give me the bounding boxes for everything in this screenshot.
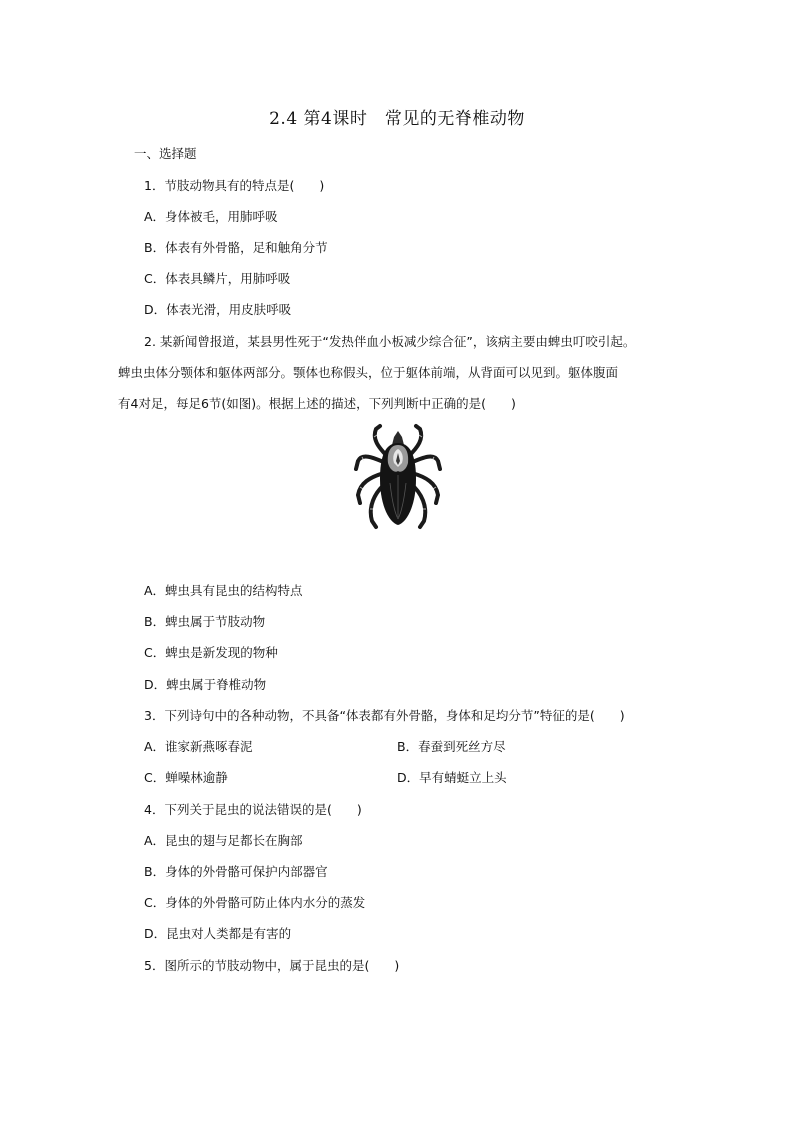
question-1-option-c: C．体表具鳞片，用肺呼吸 — [144, 271, 291, 286]
question-2-stem-line-2: 蜱虫虫体分颚体和躯体两部分。颚体也称假头，位于躯体前端，从背面可以见到。躯体腹面 — [118, 365, 619, 380]
question-5-stem: 5．图所示的节肢动物中，属于昆虫的是( ) — [144, 958, 400, 973]
question-3-stem: 3．下列诗句中的各种动物，不具备“体表都有外骨骼，身体和足均分节”特征的是( ) — [144, 708, 625, 723]
question-2-option-b: B．蜱虫属于节肢动物 — [144, 614, 266, 629]
question-3-option-d: D．早有蜻蜓立上头 — [397, 770, 507, 785]
question-4-option-a: A．昆虫的翅与足都长在胸部 — [144, 833, 303, 848]
question-2-stem-line-3: 有4对足，每足6节(如图)。根据上述的描述，下列判断中正确的是( ) — [118, 396, 516, 411]
page-title: 2.4 第4课时 常见的无脊椎动物 — [269, 109, 525, 129]
question-2-option-d: D．蜱虫属于脊椎动物 — [144, 677, 267, 692]
question-4-option-d: D．昆虫对人类都是有害的 — [144, 926, 292, 941]
tick-illustration — [352, 423, 444, 537]
question-3-option-c: C．蝉噪林逾静 — [144, 770, 228, 785]
question-1-option-a: A．身体被毛，用肺呼吸 — [144, 209, 278, 224]
question-1-option-b: B．体表有外骨骼，足和触角分节 — [144, 240, 328, 255]
question-2-option-a: A．蜱虫具有昆虫的结构特点 — [144, 583, 303, 598]
question-2-option-c: C．蜱虫是新发现的物种 — [144, 645, 278, 660]
question-1-stem: 1．节肢动物具有的特点是( ) — [144, 178, 325, 193]
section-heading: 一、选择题 — [134, 146, 197, 161]
question-2-stem-line-1: 2. 某新闻曾报道，某县男性死于“发热伴血小板减少综合征”，该病主要由蜱虫叮咬引起。 — [144, 334, 636, 349]
question-4-option-c: C．身体的外骨骼可防止体内水分的蒸发 — [144, 895, 366, 910]
question-3-option-a: A．谁家新燕啄春泥 — [144, 739, 253, 754]
question-4-option-b: B．身体的外骨骼可保护内部器官 — [144, 864, 328, 879]
question-3-option-b: B．春蚕到死丝方尽 — [397, 739, 506, 754]
question-1-option-d: D．体表光滑，用皮肤呼吸 — [144, 302, 292, 317]
question-4-stem: 4．下列关于昆虫的说法错误的是( ) — [144, 802, 362, 817]
